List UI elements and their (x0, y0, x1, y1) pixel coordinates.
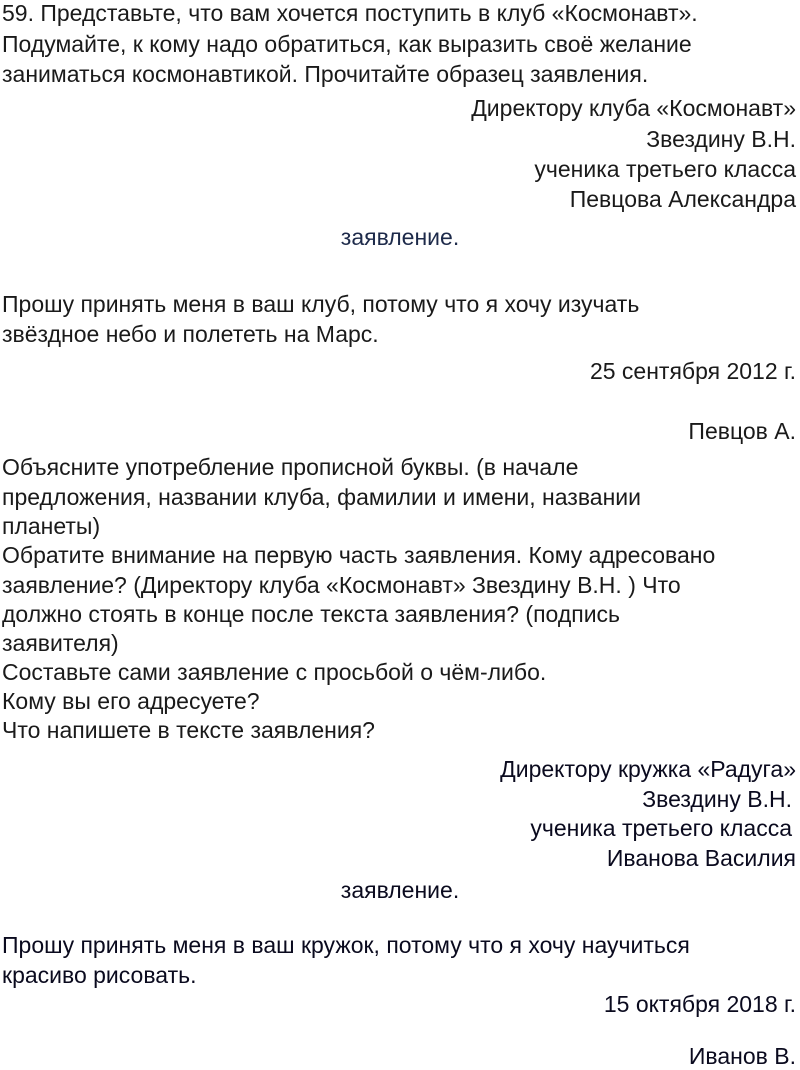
question-line-4: Обратите внимание на первую часть заявления. Кому адресовано (2, 542, 716, 568)
task-intro-line-3: заниматься космонавтикой. Прочитайте образец заявления. (2, 61, 649, 87)
sample-signature: Певцов А. (688, 418, 796, 444)
answer-signature: Иванов В. (688, 1043, 796, 1069)
question-line-1: Объясните употребление прописной буквы. (в начале (2, 454, 579, 480)
answer-title: заявление. (340, 877, 460, 903)
question-line-8: Составьте сами заявление с просьбой о чём-либо. (2, 659, 547, 685)
task-intro-line-2: Подумайте, к кому надо обратиться, как выразить своё желание (2, 31, 692, 57)
answer-addressee-line-3: ученика третьего класса (530, 815, 792, 841)
sample-addressee-line-4: Певцова Александра (569, 186, 796, 212)
sample-addressee-line-3: ученика третьего класса (534, 156, 796, 182)
task-intro-line-1: 59. Представьте, что вам хочется поступить в клуб «Космонавт». (2, 0, 698, 26)
sample-addressee-line-2: Звездину В.Н. (646, 126, 796, 152)
question-line-6: должно стоять в конце после текста заявления? (подпись (2, 601, 621, 627)
question-line-3: планеты) (2, 513, 101, 539)
sample-body-line-1: Прошу принять меня в ваш клуб, потому что я хочу изучать (2, 291, 640, 317)
answer-body-line-2: красиво рисовать. (2, 962, 197, 988)
answer-body-line-1: Прошу принять меня в ваш кружок, потому что я хочу научиться (2, 932, 690, 958)
answer-date: 15 октября 2018 г. (603, 991, 796, 1017)
question-line-7: заявителя) (2, 630, 119, 656)
answer-addressee-line-4: Иванова Василия (606, 845, 796, 871)
question-line-9: Кому вы его адресуете? (2, 688, 260, 714)
answer-addressee-line-2: Звездину В.Н. (642, 786, 792, 812)
question-line-2: предложения, названии клуба, фамилии и имени, названии (2, 484, 641, 510)
sample-body-line-2: звёздное небо и полететь на Марс. (2, 321, 379, 347)
sample-addressee-line-1: Директору клуба «Космонавт» (471, 95, 796, 121)
question-line-10: Что напишете в тексте заявления? (2, 717, 375, 743)
sample-date: 25 сентября 2012 г. (589, 358, 796, 384)
question-line-5: заявление? (Директору клуба «Космонавт» Звездину В.Н. ) Что (2, 572, 681, 598)
answer-addressee-line-1: Директору кружка «Радуга» (500, 756, 796, 782)
sample-title: заявление. (340, 224, 460, 250)
